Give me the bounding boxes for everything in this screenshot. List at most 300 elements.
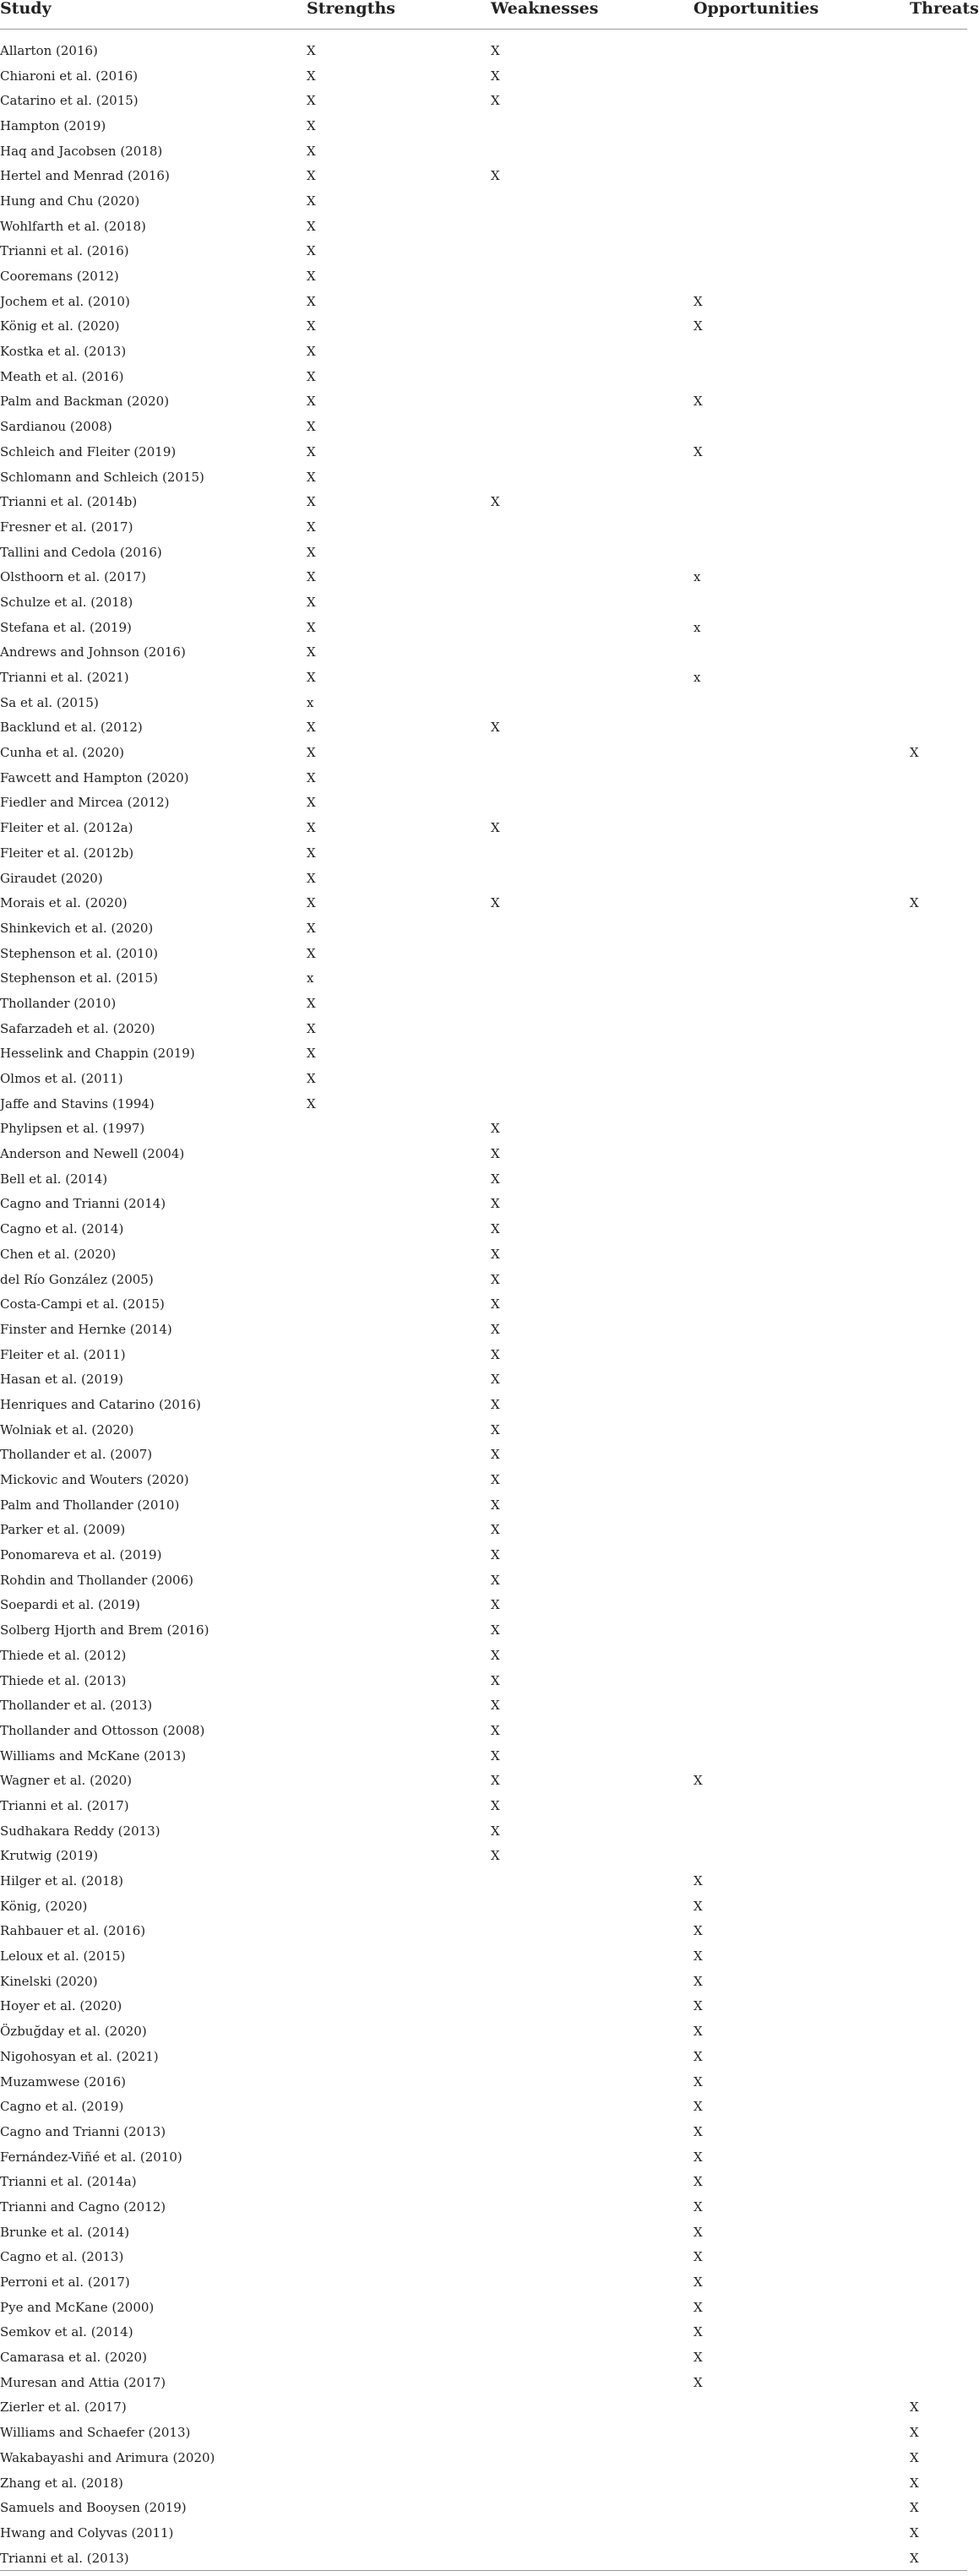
weaknesses-cell: [491, 1994, 693, 2019]
threats-cell: [910, 1943, 967, 1969]
opportunities-cell: [693, 690, 910, 715]
strengths-cell: [307, 2320, 491, 2345]
weaknesses-cell: [491, 615, 693, 640]
table-row: [0, 1617, 967, 1643]
threats-cell: X: [910, 895, 919, 911]
threats-cell: [910, 1141, 967, 1166]
opportunities-cell: X: [693, 1773, 703, 1789]
strengths-cell: [307, 2269, 491, 2295]
opportunities-cell: [693, 1091, 910, 1117]
opportunities-cell: [693, 139, 910, 164]
weaknesses-cell: [491, 264, 693, 289]
study-cell: Meath et al. (2016): [0, 368, 124, 384]
threats-cell: [910, 2245, 967, 2270]
weaknesses-cell: [491, 389, 693, 415]
table-row: [0, 489, 967, 514]
opportunities-cell: X: [693, 2073, 703, 2090]
study-cell: Thollander and Ottosson (2008): [0, 1722, 205, 1738]
weaknesses-cell: X: [491, 1372, 500, 1388]
table-row: [0, 1342, 967, 1367]
study-cell: Morais et al. (2020): [0, 895, 128, 911]
threats-cell: [910, 113, 967, 139]
table-row: [0, 1467, 967, 1492]
threats-cell: [910, 1718, 967, 1743]
weaknesses-cell: [491, 765, 693, 791]
study-cell: Henriques and Catarino (2016): [0, 1396, 201, 1412]
opportunities-cell: [693, 815, 910, 840]
threats-cell: [910, 465, 967, 490]
strengths-cell: [307, 1617, 491, 1643]
threats-cell: [910, 2044, 967, 2069]
threats-cell: [910, 1743, 967, 1769]
table-row: [0, 1242, 967, 1267]
table-row: [0, 2269, 967, 2295]
column-header-weaknesses: Weaknesses: [491, 0, 693, 30]
study-cell: Shinkevich et al. (2020): [0, 920, 154, 936]
table-row: [0, 2245, 967, 2270]
strengths-cell: X: [307, 368, 316, 384]
opportunities-cell: [693, 113, 910, 139]
study-cell: Zhang et al. (2018): [0, 2475, 123, 2491]
table-row: [0, 965, 967, 991]
weaknesses-cell: X: [491, 1547, 500, 1563]
table-row: [0, 1267, 967, 1292]
strengths-cell: X: [307, 1071, 316, 1087]
strengths-cell: X: [307, 344, 316, 360]
opportunities-cell: [693, 2420, 910, 2445]
strengths-cell: X: [307, 795, 316, 811]
table-row: [0, 188, 967, 214]
weaknesses-cell: [491, 2320, 693, 2345]
weaknesses-cell: X: [491, 1171, 500, 1187]
table-row: [0, 2044, 967, 2069]
table-row: [0, 2169, 967, 2194]
threats-cell: [910, 188, 967, 214]
threats-cell: [910, 665, 967, 690]
table-row: [0, 2194, 967, 2220]
table-row: [0, 1066, 967, 1091]
threats-cell: [910, 1894, 967, 1919]
strengths-cell: [307, 1818, 491, 1844]
study-cell: Chiaroni et al. (2016): [0, 68, 139, 84]
study-cell: Haq and Jacobsen (2018): [0, 143, 163, 159]
opportunities-cell: [693, 1066, 910, 1091]
strengths-cell: [307, 2470, 491, 2496]
threats-cell: [910, 791, 967, 816]
weaknesses-cell: X: [491, 1672, 500, 1688]
strengths-cell: [307, 1868, 491, 1894]
table-row: [0, 389, 967, 415]
table-row: [0, 1141, 967, 1166]
strengths-cell: [307, 1969, 491, 1994]
table-row: [0, 2144, 967, 2170]
opportunities-cell: [693, 163, 910, 188]
table-row: [0, 1994, 967, 2019]
weaknesses-cell: [491, 1919, 693, 1944]
strengths-cell: X: [307, 895, 316, 911]
table-row: [0, 1492, 967, 1518]
threats-cell: [910, 63, 967, 89]
study-cell: Wakabayashi and Arimura (2020): [0, 2449, 215, 2465]
weaknesses-cell: [491, 439, 693, 465]
opportunities-cell: [693, 489, 910, 514]
study-cell: Catarino et al. (2015): [0, 93, 139, 109]
threats-cell: [910, 489, 967, 514]
table-row: [0, 2470, 967, 2496]
table-row: [0, 1568, 967, 1593]
strengths-cell: [307, 2019, 491, 2044]
weaknesses-cell: [491, 740, 693, 765]
strengths-cell: [307, 1919, 491, 1944]
strengths-cell: X: [307, 845, 316, 861]
strengths-cell: [307, 1542, 491, 1568]
table-row: [0, 590, 967, 615]
opportunities-cell: [693, 1141, 910, 1166]
study-cell: Hoyer et al. (2020): [0, 1998, 122, 2014]
strengths-cell: [307, 1392, 491, 1417]
opportunities-cell: [693, 1617, 910, 1643]
table-row: [0, 765, 967, 791]
study-cell: Finster and Hernke (2014): [0, 1321, 172, 1337]
study-cell: Muresan and Attia (2017): [0, 2374, 166, 2390]
opportunities-cell: X: [693, 2374, 703, 2390]
study-cell: König et al. (2020): [0, 318, 120, 334]
threats-cell: [910, 1693, 967, 1718]
weaknesses-cell: [491, 2495, 693, 2520]
header-row: [0, 0, 967, 30]
opportunities-cell: [693, 765, 910, 791]
table-row: [0, 314, 967, 340]
weaknesses-cell: [491, 364, 693, 389]
weaknesses-cell: X: [491, 1647, 500, 1663]
threats-cell: [910, 2144, 967, 2170]
study-cell: Wagner et al. (2020): [0, 1773, 132, 1789]
strengths-cell: X: [307, 644, 316, 660]
study-cell: Thiede et al. (2013): [0, 1672, 127, 1688]
weaknesses-cell: X: [491, 820, 500, 836]
opportunities-cell: [693, 640, 910, 666]
study-cell: Thollander et al. (2007): [0, 1447, 153, 1463]
strengths-cell: X: [307, 995, 316, 1011]
strengths-cell: [307, 1743, 491, 1769]
table-row: [0, 1192, 967, 1217]
column-header-opportunities: Opportunities: [693, 0, 910, 30]
threats-cell: [910, 88, 967, 113]
opportunities-cell: [693, 2520, 910, 2546]
table-row: [0, 1291, 967, 1317]
strengths-cell: [307, 2345, 491, 2370]
strengths-cell: X: [307, 670, 316, 686]
study-cell: Wolniak et al. (2020): [0, 1421, 134, 1437]
threats-cell: X: [910, 2500, 919, 2516]
study-cell: Trianni et al. (2017): [0, 1797, 129, 1813]
threats-cell: X: [910, 2475, 919, 2491]
study-cell: Chen et al. (2020): [0, 1246, 117, 1262]
table-row: [0, 2320, 967, 2345]
weaknesses-cell: X: [491, 1698, 500, 1714]
study-cell: Sa et al. (2015): [0, 694, 99, 710]
threats-cell: [910, 439, 967, 465]
opportunities-cell: [693, 590, 910, 615]
weaknesses-cell: X: [491, 1447, 500, 1463]
opportunities-cell: [693, 965, 910, 991]
study-cell: Samuels and Booysen (2019): [0, 2500, 187, 2516]
table-row: [0, 1643, 967, 1668]
table-row: [0, 1117, 967, 1142]
weaknesses-cell: X: [491, 1773, 500, 1789]
opportunities-cell: [693, 941, 910, 966]
threats-cell: X: [910, 2425, 919, 2441]
table-row: [0, 1768, 967, 1793]
opportunities-cell: [693, 1718, 910, 1743]
strengths-cell: X: [307, 945, 316, 961]
weaknesses-cell: X: [491, 1497, 500, 1513]
threats-cell: [910, 1492, 967, 1518]
weaknesses-cell: X: [491, 1246, 500, 1262]
threats-cell: [910, 1192, 967, 1217]
strengths-cell: X: [307, 594, 316, 610]
study-cell: Anderson and Newell (2004): [0, 1146, 185, 1162]
threats-cell: [910, 916, 967, 941]
strengths-cell: X: [307, 117, 316, 133]
strengths-cell: X: [307, 1020, 316, 1036]
weaknesses-cell: [491, 1066, 693, 1091]
opportunities-cell: [693, 2445, 910, 2470]
weaknesses-cell: [491, 2169, 693, 2194]
opportunities-cell: [693, 1443, 910, 1468]
weaknesses-cell: X: [491, 1622, 500, 1639]
table-row: [0, 2119, 967, 2144]
study-cell: Backlund et al. (2012): [0, 720, 143, 736]
strengths-cell: [307, 1943, 491, 1969]
study-cell: Stephenson et al. (2010): [0, 945, 158, 961]
table-row: [0, 1693, 967, 1718]
table-row: [0, 2295, 967, 2320]
opportunities-cell: [693, 890, 910, 916]
table-row: [0, 1016, 967, 1041]
table-row: [0, 465, 967, 490]
table-row: [0, 1166, 967, 1192]
opportunities-cell: X: [693, 1973, 703, 1989]
opportunities-cell: [693, 1668, 910, 1693]
table-row: [0, 1743, 967, 1769]
table-row: [0, 30, 967, 63]
strengths-cell: X: [307, 93, 316, 109]
weaknesses-cell: X: [491, 1146, 500, 1162]
table-row: [0, 239, 967, 264]
threats-cell: [910, 1417, 967, 1443]
opportunities-cell: x: [693, 569, 701, 585]
threats-cell: [910, 2370, 967, 2395]
threats-cell: [910, 690, 967, 715]
strengths-cell: X: [307, 569, 316, 585]
study-cell: Krutwig (2019): [0, 1848, 98, 1864]
opportunities-cell: [693, 465, 910, 490]
strengths-cell: [307, 2144, 491, 2170]
opportunities-cell: [693, 1818, 910, 1844]
study-cell: Hung and Chu (2020): [0, 193, 140, 209]
study-cell: Pye and McKane (2000): [0, 2299, 155, 2315]
weaknesses-cell: [491, 2269, 693, 2295]
opportunities-cell: [693, 2470, 910, 2496]
weaknesses-cell: [491, 2470, 693, 2496]
opportunities-cell: [693, 514, 910, 540]
study-cell: Soepardi et al. (2019): [0, 1597, 140, 1613]
strengths-cell: X: [307, 143, 316, 159]
weaknesses-cell: X: [491, 42, 500, 58]
opportunities-cell: [693, 1542, 910, 1568]
table-row: [0, 1041, 967, 1067]
opportunities-cell: [693, 1743, 910, 1769]
threats-cell: [910, 2069, 967, 2095]
opportunities-cell: X: [693, 1923, 703, 1939]
threats-cell: [910, 765, 967, 791]
study-cell: Fleiter et al. (2012a): [0, 820, 133, 836]
study-cell: Fleiter et al. (2011): [0, 1346, 126, 1362]
strengths-cell: [307, 1141, 491, 1166]
opportunities-cell: [693, 2395, 910, 2421]
weaknesses-cell: [491, 991, 693, 1016]
opportunities-cell: [693, 364, 910, 389]
study-cell: Hesselink and Chappin (2019): [0, 1046, 195, 1062]
opportunities-cell: [693, 916, 910, 941]
threats-cell: [910, 2220, 967, 2245]
threats-cell: [910, 1818, 967, 1844]
opportunities-cell: X: [693, 2198, 703, 2215]
table-row: [0, 1868, 967, 1894]
threats-cell: [910, 1016, 967, 1041]
opportunities-cell: X: [693, 2324, 703, 2340]
threats-cell: [910, 1392, 967, 1417]
table-row: [0, 2495, 967, 2520]
weaknesses-cell: [491, 840, 693, 866]
study-cell: Costa-Campi et al. (2015): [0, 1296, 165, 1312]
study-cell: del Río González (2005): [0, 1271, 154, 1287]
table-row: [0, 715, 967, 741]
threats-cell: X: [910, 2399, 919, 2416]
weaknesses-cell: [491, 414, 693, 439]
weaknesses-cell: [491, 2370, 693, 2395]
weaknesses-cell: X: [491, 1848, 500, 1864]
study-cell: Thiede et al. (2012): [0, 1647, 127, 1663]
table-row: [0, 815, 967, 840]
table-row: [0, 665, 967, 690]
table-row: [0, 2420, 967, 2445]
study-cell: Sudhakara Reddy (2013): [0, 1823, 160, 1839]
opportunities-cell: [693, 840, 910, 866]
threats-cell: [910, 2194, 967, 2220]
study-cell: Cagno and Trianni (2014): [0, 1196, 166, 1212]
table-row: [0, 690, 967, 715]
strengths-cell: X: [307, 318, 316, 334]
table-row: [0, 139, 967, 164]
strengths-cell: X: [307, 42, 316, 58]
strengths-cell: [307, 1367, 491, 1392]
strengths-cell: X: [307, 419, 316, 435]
weaknesses-cell: [491, 640, 693, 666]
opportunities-cell: [693, 1317, 910, 1342]
weaknesses-cell: [491, 1894, 693, 1919]
table-row: [0, 339, 967, 364]
weaknesses-cell: [491, 791, 693, 816]
table-row: [0, 2370, 967, 2395]
study-cell: Cooremans (2012): [0, 269, 119, 285]
threats-cell: [910, 1643, 967, 1668]
table-row: [0, 439, 967, 465]
study-cell: Trianni et al. (2014a): [0, 2174, 137, 2190]
opportunities-cell: [693, 1367, 910, 1392]
study-cell: Cagno et al. (2019): [0, 2099, 124, 2115]
study-cell: König, (2020): [0, 1898, 88, 1914]
weaknesses-cell: [491, 2044, 693, 2069]
opportunities-cell: x: [693, 670, 701, 686]
weaknesses-cell: [491, 941, 693, 966]
weaknesses-cell: [491, 188, 693, 214]
weaknesses-cell: X: [491, 1346, 500, 1362]
table-row: [0, 1542, 967, 1568]
strengths-cell: X: [307, 243, 316, 259]
strengths-cell: X: [307, 68, 316, 84]
opportunities-cell: [693, 414, 910, 439]
strengths-cell: [307, 1768, 491, 1793]
strengths-cell: [307, 2069, 491, 2095]
study-cell: Kostka et al. (2013): [0, 344, 127, 360]
strengths-cell: X: [307, 469, 316, 485]
threats-cell: [910, 364, 967, 389]
strengths-cell: [307, 1192, 491, 1217]
strengths-cell: X: [307, 920, 316, 936]
table-row: [0, 941, 967, 966]
strengths-cell: X: [307, 1046, 316, 1062]
study-cell: Jaffe and Stavins (1994): [0, 1095, 155, 1111]
table-row: [0, 1317, 967, 1342]
strengths-cell: [307, 2094, 491, 2119]
strengths-cell: [307, 2395, 491, 2421]
weaknesses-cell: X: [491, 93, 500, 109]
strengths-cell: [307, 2169, 491, 2194]
strengths-cell: x: [307, 970, 314, 986]
study-cell: Trianni et al. (2016): [0, 243, 129, 259]
weaknesses-cell: X: [491, 1121, 500, 1137]
study-cell: Trianni and Cagno (2012): [0, 2198, 166, 2215]
study-cell: Palm and Thollander (2010): [0, 1497, 180, 1513]
opportunities-cell: [693, 1342, 910, 1367]
opportunities-cell: X: [693, 2048, 703, 2064]
study-cell: Williams and Schaefer (2013): [0, 2425, 191, 2441]
study-cell: Perroni et al. (2017): [0, 2274, 130, 2291]
strengths-cell: [307, 1593, 491, 1618]
weaknesses-cell: X: [491, 1823, 500, 1839]
study-cell: Kinelski (2020): [0, 1973, 98, 1989]
study-cell: Hertel and Menrad (2016): [0, 168, 170, 184]
study-cell: Schulze et al. (2018): [0, 594, 133, 610]
table-row: [0, 2094, 967, 2119]
study-cell: Nigohosyan et al. (2021): [0, 2048, 159, 2064]
opportunities-cell: [693, 63, 910, 89]
study-cell: Rohdin and Thollander (2006): [0, 1572, 193, 1588]
strengths-cell: [307, 1443, 491, 1468]
threats-cell: [910, 2320, 967, 2345]
strengths-cell: [307, 2220, 491, 2245]
weaknesses-cell: [491, 690, 693, 715]
table-row: [0, 1417, 967, 1443]
weaknesses-cell: [491, 965, 693, 991]
threats-cell: [910, 1568, 967, 1593]
opportunities-cell: X: [693, 2024, 703, 2040]
study-cell: Allarton (2016): [0, 42, 98, 58]
threats-cell: [910, 1617, 967, 1643]
table-row: [0, 289, 967, 314]
